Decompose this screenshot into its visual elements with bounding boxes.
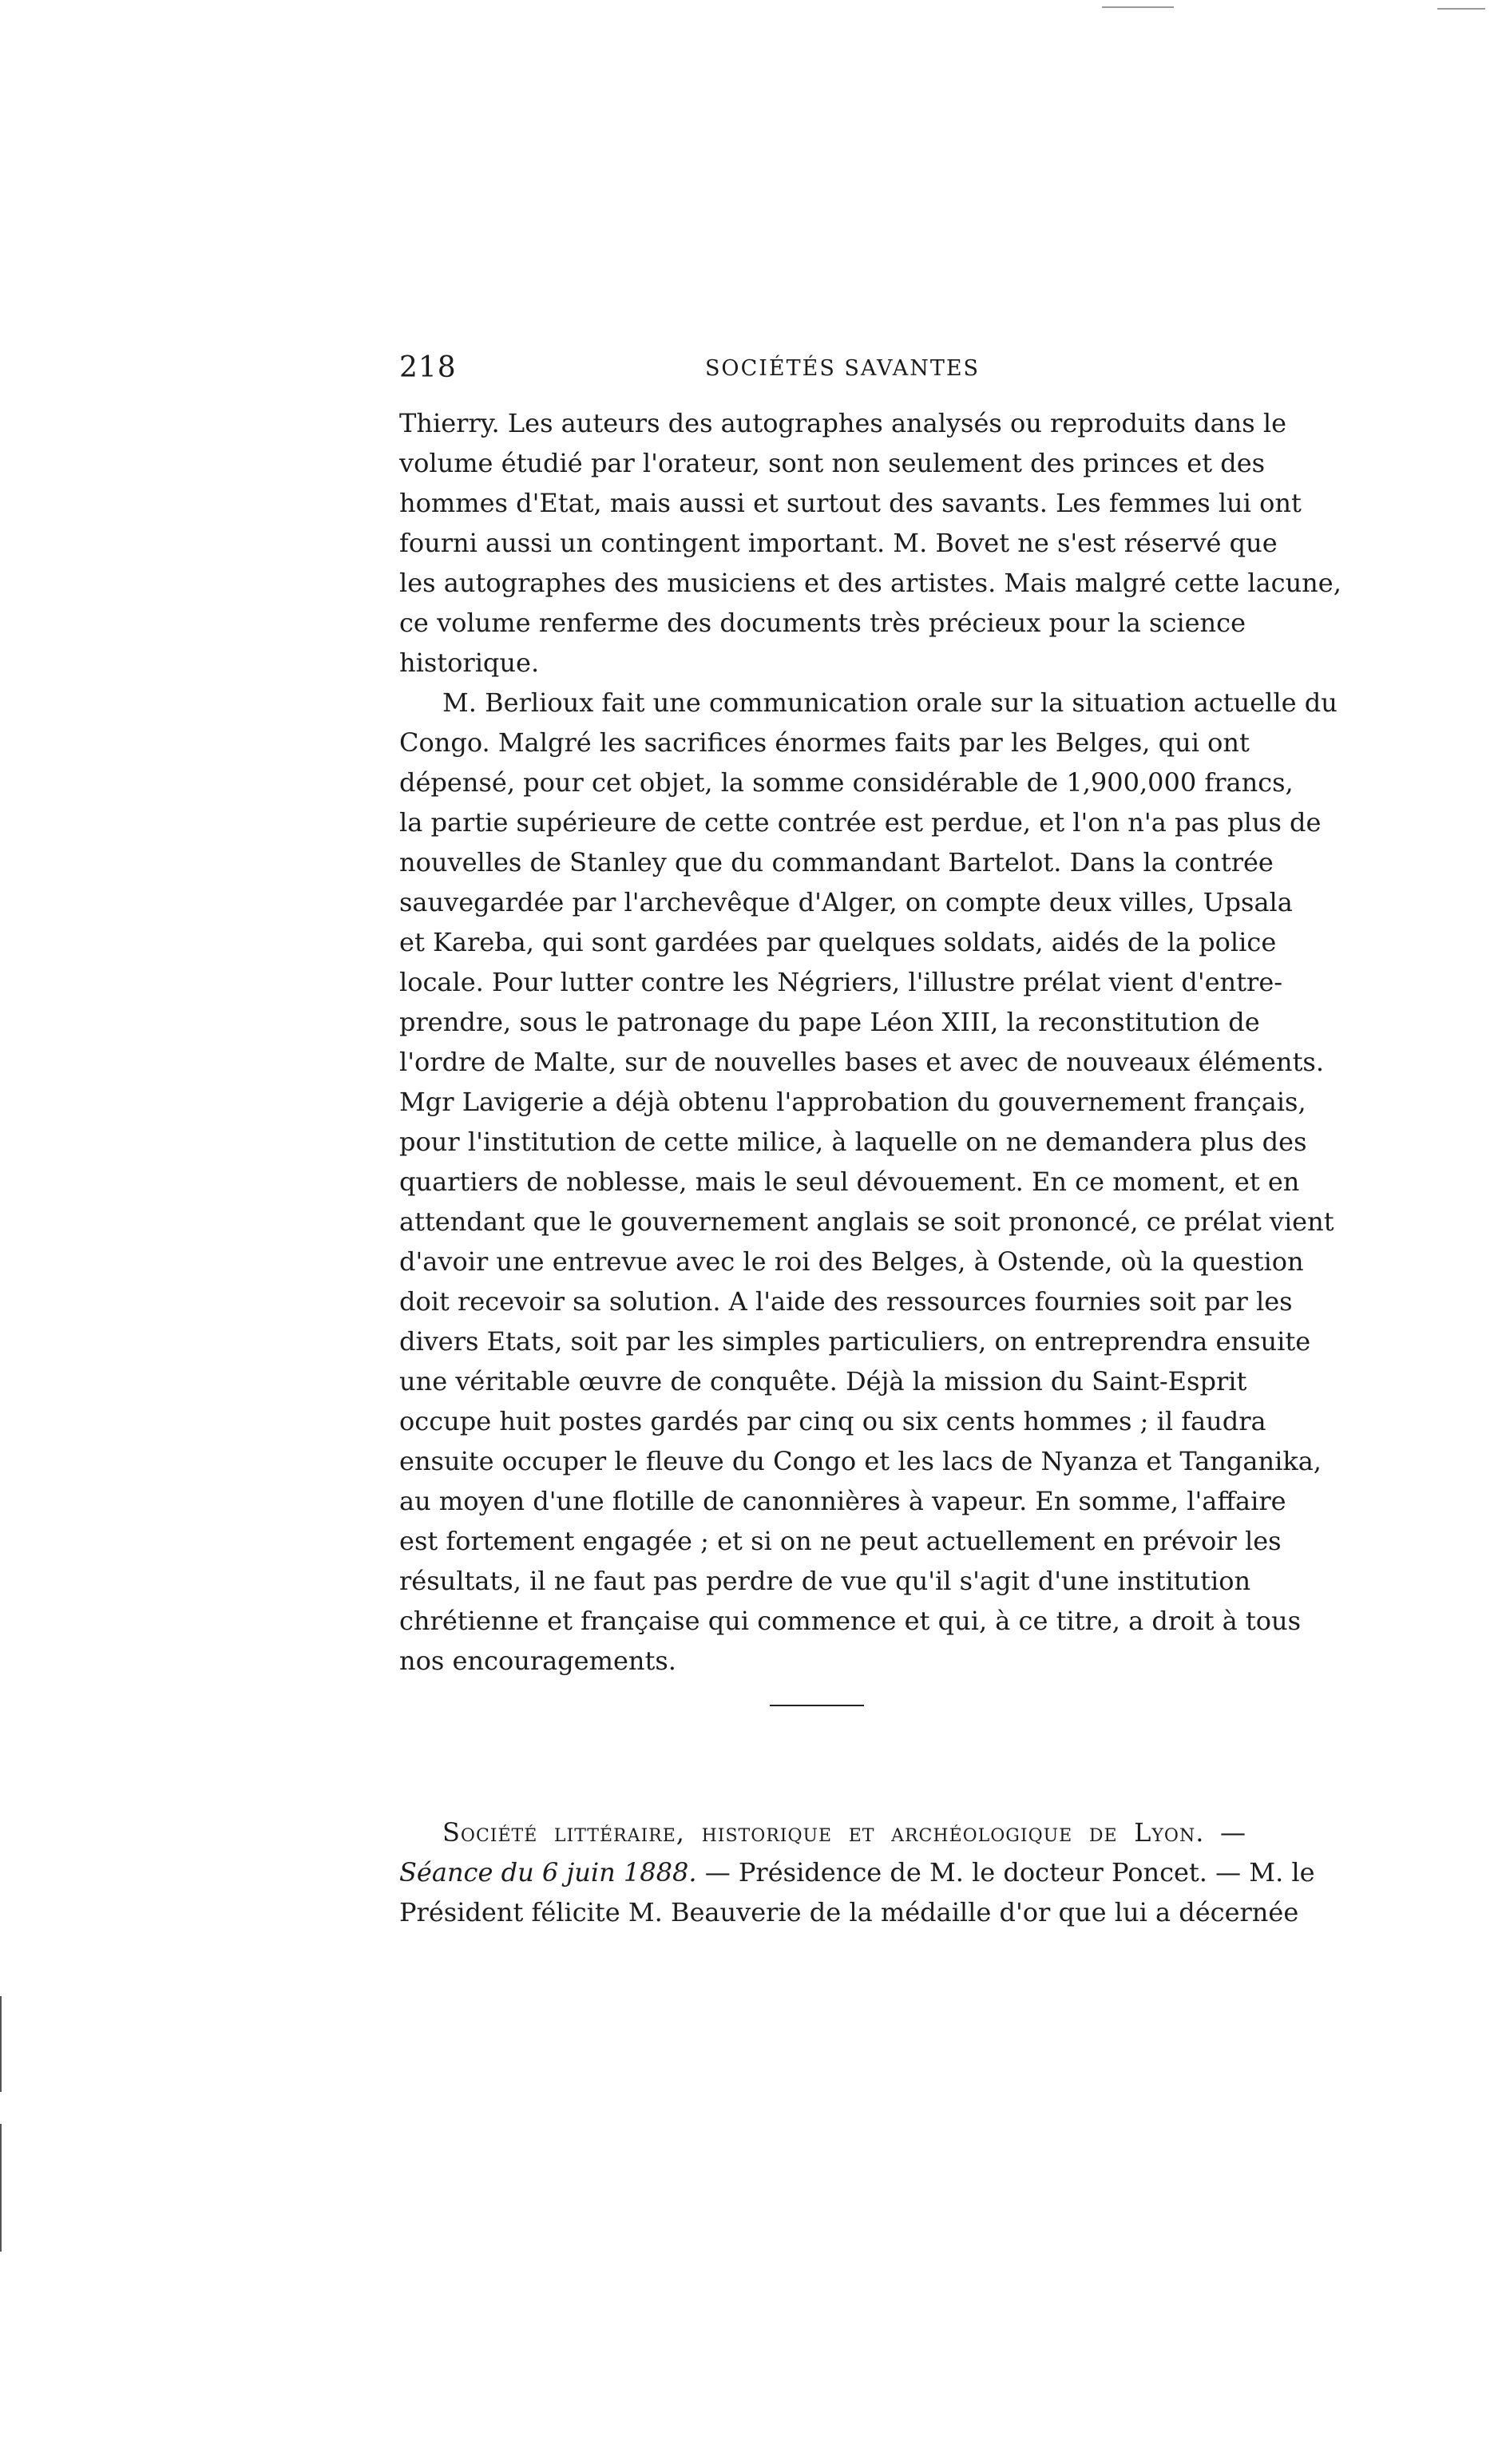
body-line: les autographes des musiciens et des artistes. Mais malgré cette lacune, <box>399 568 1341 598</box>
body-line: divers Etats, soit par les simples particuliers, on entreprendra ensuite <box>399 1326 1311 1357</box>
body-line: doit recevoir sa solution. A l'aide des ressources fournies soit par les <box>399 1286 1293 1317</box>
body-line: historique. <box>399 648 540 678</box>
body-line: une véritable œuvre de conquête. Déjà la mission du Saint-Esprit <box>399 1366 1247 1396</box>
body-line: nos encouragements. <box>399 1646 676 1676</box>
section-heading-line <box>442 1812 1246 1852</box>
body-line: ce volume renferme des documents très précieux pour la science <box>399 608 1246 638</box>
body-line: nouvelles de Stanley que du commandant Bartelot. Dans la contrée <box>399 847 1274 877</box>
body-line: quartiers de noblesse, mais le seul dévouement. En ce moment, et en <box>399 1167 1300 1197</box>
body-line: Mgr Lavigerie a déjà obtenu l'approbation du gouvernement français, <box>399 1087 1306 1117</box>
body-line: hommes d'Etat, mais aussi et surtout des savants. Les femmes lui ont <box>399 488 1302 518</box>
body-line: volume étudié par l'orateur, sont non seulement des princes et des <box>399 448 1266 478</box>
body-line: est fortement engagée ; et si on ne peut actuellement en prévoir les <box>399 1526 1282 1556</box>
session-line <box>399 1852 1315 1892</box>
page-number: 218 <box>399 351 457 384</box>
body-line: sauvegardée par l'archevêque d'Alger, on compte deux villes, Upsala <box>399 887 1293 917</box>
presidence-text: — Présidence de M. le docteur Poncet. — M. le <box>696 1857 1315 1888</box>
body-line: d'avoir une entrevue avec le roi des Belges, à Ostende, où la question <box>399 1246 1304 1277</box>
body-line: et Kareba, qui sont gardées par quelques soldats, aidés de la police <box>399 927 1277 957</box>
body-line: Thierry. Les auteurs des autographes analysés ou reproduits dans le <box>399 408 1287 438</box>
body-line: pour l'institution de cette milice, à laquelle on ne demandera plus des <box>399 1127 1307 1157</box>
body-line: chrétienne et française qui commence et qui, à ce titre, a droit à tous <box>399 1606 1302 1636</box>
body-line: au moyen d'une flotille de canonnières à vapeur. En somme, l'affaire <box>399 1486 1286 1516</box>
body-line: Président félicite M. Beauverie de la médaille d'or que lui a décernée <box>399 1897 1299 1927</box>
session-date: Séance du 6 juin 1888. <box>399 1857 697 1888</box>
body-line: prendre, sous le patronage du pape Léon XIII, la reconstitution de <box>399 1007 1260 1037</box>
running-head <box>399 351 1286 391</box>
scan-edge-mark <box>0 2124 2 2252</box>
heading-dash: — <box>1204 1817 1246 1848</box>
body-line: M. Berlioux fait une communication orale sur la situation actuelle du <box>442 687 1338 718</box>
body-line: résultats, il ne faut pas perdre de vue qu'il s'agit d'une institution <box>399 1566 1251 1596</box>
scan-edge-mark <box>1102 6 1174 8</box>
section-divider <box>770 1705 864 1706</box>
body-line: locale. Pour lutter contre les Négriers, l'illustre prélat vient d'entre- <box>399 967 1283 997</box>
scan-edge-mark <box>0 1996 2 2092</box>
body-line: l'ordre de Malte, sur de nouvelles bases et avec de nouveaux éléments. <box>399 1047 1325 1077</box>
scan-edge-mark <box>1437 8 1485 10</box>
body-line: dépensé, pour cet objet, la somme considérable de 1,900,000 francs, <box>399 767 1294 798</box>
body-line: fourni aussi un contingent important. M. Bovet ne s'est réservé que <box>399 528 1278 558</box>
running-title: SOCIÉTÉS SAVANTES <box>704 356 981 381</box>
body-line: ensuite occuper le fleuve du Congo et les lacs de Nyanza et Tanganika, <box>399 1446 1322 1476</box>
body-line: Congo. Malgré les sacrifices énormes faits par les Belges, qui ont <box>399 727 1250 758</box>
body-line: occupe huit postes gardés par cinq ou six cents hommes ; il faudra <box>399 1406 1266 1436</box>
society-name: Société littéraire, historique et archéologique de Lyon. <box>442 1817 1205 1848</box>
body-line: la partie supérieure de cette contrée est perdue, et l'on n'a pas plus de <box>399 807 1322 838</box>
body-line: attendant que le gouvernement anglais se soit prononcé, ce prélat vient <box>399 1206 1334 1237</box>
